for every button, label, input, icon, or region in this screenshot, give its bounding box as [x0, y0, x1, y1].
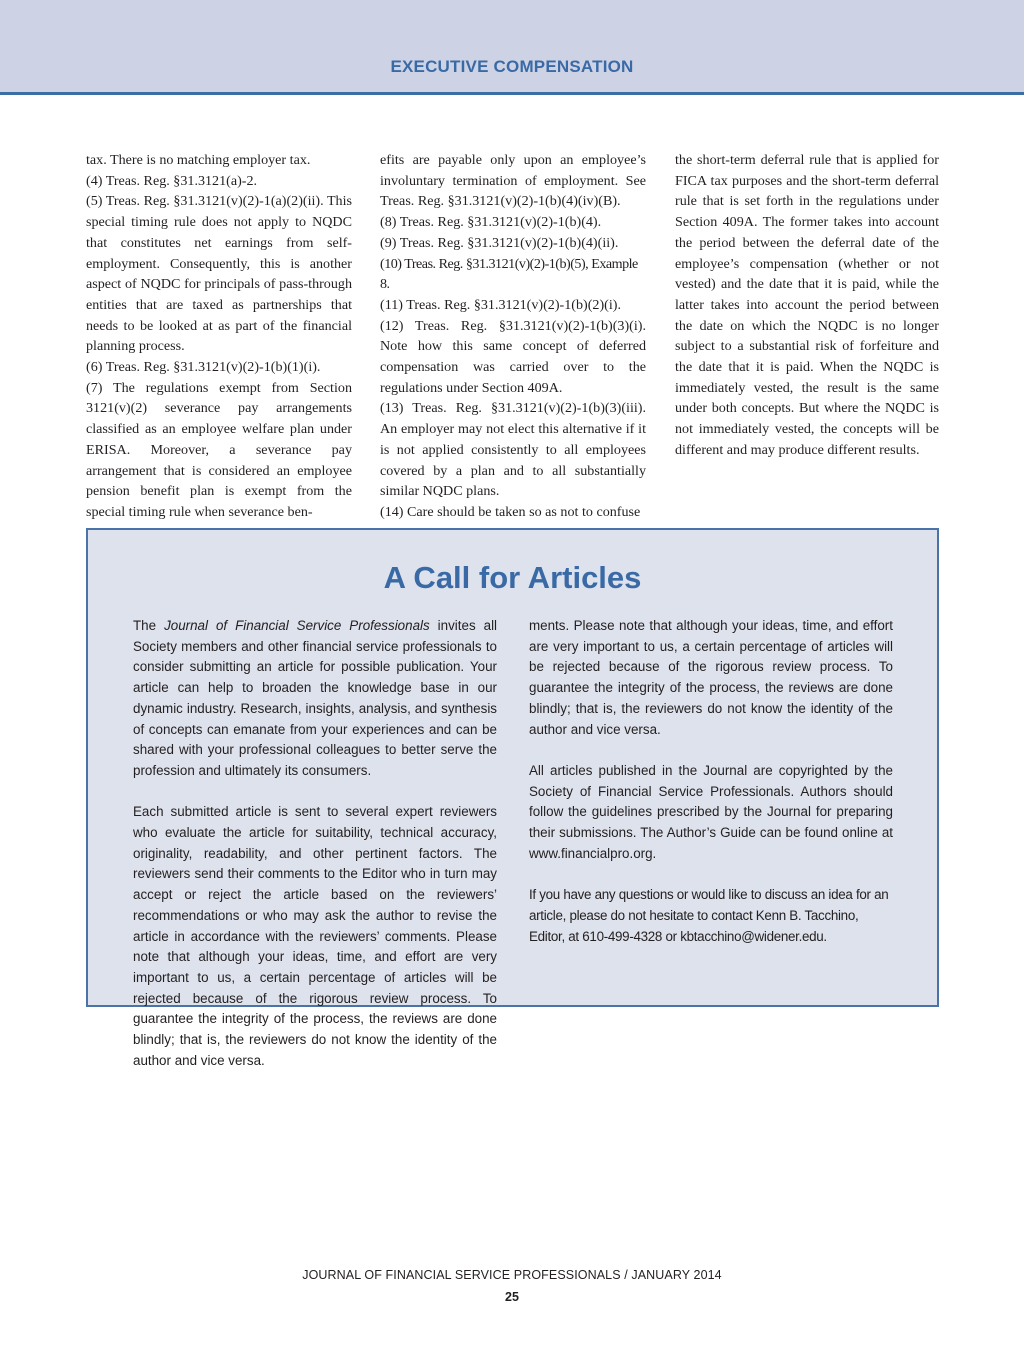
footnote-7: (7) The regulations exempt from Section 3121(v)(2) severance pay arrangements classified as an employee welfare plan under ERISA. Moreover, a severance pay arrangement that is considered an employee pension benefit plan is exempt from the special timing rule when severance ben-	[86, 379, 352, 520]
cfa-p1-lead: The	[133, 618, 165, 633]
section-title: EXECUTIVE COMPENSATION	[390, 57, 634, 76]
cfa-paragraph-4: If you have any questions or would like to discuss an idea for an article, please do not hesitate to contact Kenn B. Tacchino, Editor, at 610-499-4328 or kbtacchino@widener.edu.	[529, 887, 889, 944]
cfa-paragraph-2: Each submitted article is sent to several expert reviewers who evaluate the article for suitability, technical accuracy, originality, readability, and other pertinent factors. The reviewers send their comments to the Editor who in turn may accept or reject the article based on the reviewers’ recommendations or who may ask the author to revise the article in accordance with the reviewers’ comments. Please note that although your ideas, time, and effort are very important to us, a certain percentage of articles will be rejected because of the rigorous review process. To guarantee the integrity of the process, the reviews are done blindly; that is, the reviewers do not know the identity of the author and vice versa.	[133, 804, 497, 1068]
footnotes-column-1	[86, 150, 352, 523]
footer-journal-line: JOURNAL OF FINANCIAL SERVICE PROFESSIONALS / JANUARY 2014	[302, 1268, 722, 1282]
footnote-11: (11) Treas. Reg. §31.3121(v)(2)-1(b)(2)(i).	[380, 296, 621, 313]
footnote-8: (8) Treas. Reg. §31.3121(v)(2)-1(b)(4).	[380, 214, 602, 231]
footnote-7-continued: efits are payable only upon an employee’s involuntary termination of employment. See Treas. Reg. §31.3121(v)(2)-1(b)(4)(iv)(B).	[380, 152, 646, 210]
footnote-6: (6) Treas. Reg. §31.3121(v)(2)-1(b)(1)(i).	[86, 359, 321, 376]
cfa-paragraph-2-continued: ments. Please note that although your ideas, time, and effort are very important to us, a certain percentage of articles will be rejected because of the rigorous review process. To guarantee the integrity of the process, the reviews are done blindly; that is, the reviewers do not know the identity of the author and vice versa.	[529, 618, 893, 737]
footnotes-column-2	[380, 150, 646, 523]
cfa-p1-rest: invites all Society members and other financial service professionals to consider submitting an article for possible publication. Your article can help to broaden the knowledge base in our dynamic industry. Research, insights, analysis, and synthesis of concepts can emanate from your experiences and can be shared with your professional colleagues to better serve the profession and ultimately its consumers.	[133, 618, 498, 778]
footnote-9: (9) Treas. Reg. §31.3121(v)(2)-1(b)(4)(ii).	[380, 234, 619, 251]
cfa-paragraph-1	[133, 616, 497, 782]
page-header	[0, 0, 1024, 95]
call-for-articles-box	[86, 528, 939, 1068]
footnote-14: (14) Care should be taken so as not to confuse	[380, 503, 641, 520]
footnote-text: tax. There is no matching employer tax.	[86, 152, 311, 168]
footnotes-column-3	[675, 150, 939, 461]
footnote-13: (13) Treas. Reg. §31.3121(v)(2)-1(b)(3)(iii). An employer may not elect this alternative if it is not applied consistently to all employees covered by a plan and to all substantially similar NQDC plans.	[380, 400, 646, 500]
call-for-articles-right-column	[529, 616, 893, 968]
call-for-articles-title: A Call for Articles	[383, 560, 642, 595]
call-for-articles-left-column	[133, 616, 498, 1068]
footnote-4: (4) Treas. Reg. §31.3121(a)-2.	[86, 172, 258, 189]
journal-name: Journal of Financial Service Professionals	[164, 618, 430, 633]
page-number: 25	[505, 1290, 519, 1304]
footnote-12: (12) Treas. Reg. §31.3121(v)(2)-1(b)(3)(i). Note how this same concept of deferred compensation was carried over to the regulations under Section 409A.	[380, 317, 646, 396]
footnote-14-continued: the short-term deferral rule that is applied for FICA tax purposes and the short-term deferral rule that is set forth in the regulations under Section 409A. The former takes into account the period between the deferral date of the employee’s compensation (whether or not vested) and the date that it is paid, while the latter takes into account the period between the date on which the NQDC is no longer subject to a substantial risk of forfeiture and the date that it is paid. When the NQDC is immediately vested, the result is the same under both concepts. But where the NQDC is not immediately vested, the concepts will be different and may produce different results.	[675, 152, 939, 458]
footnote-10: (10) Treas. Reg. §31.3121(v)(2)-1(b)(5), Example 8.	[380, 255, 638, 293]
footnote-5: (5) Treas. Reg. §31.3121(v)(2)-1(a)(2)(ii). This special timing rule does not apply to NQDC that constitutes net earnings from self-employment. Consequently, this is another aspect of NQDC for principals of pass-through entities that are taxed as partnerships that needs to be looked at as part of the financial planning process.	[86, 193, 352, 355]
cfa-paragraph-3: All articles published in the Journal are copyrighted by the Society of Financial Service Professionals. Authors should follow the guidelines prescribed by the Journal for preparing their submissions. The Author’s Guide can be found online at www.financialpro.org.	[529, 762, 893, 861]
